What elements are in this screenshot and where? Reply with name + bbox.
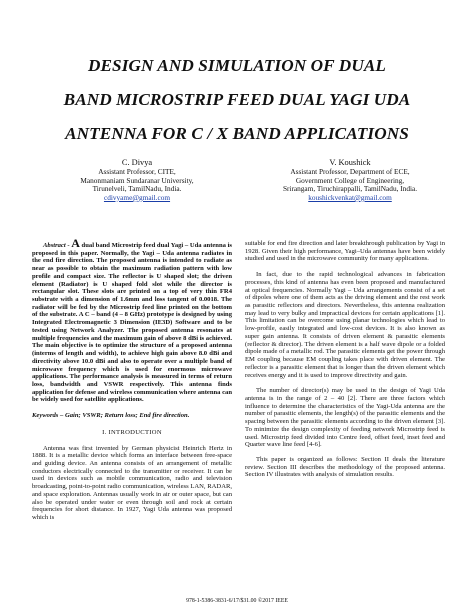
abstract-dash: - <box>65 242 72 249</box>
left-column <box>32 236 233 522</box>
introduction-paragraph: Antenna was first invented by German physicist Heinrich Hertz in 1888. It is a metallic device which forms an interface between free-space and guiding device. An antenna consists of an arrangement of metallic conductors electrically connected to the transmitter or receiver. It can be used in devices such as mobile communication, radio and television broadcasting, point-to-point radio communication, wireless LAN, RADAR, and space exploration. Antennas usually work in air or outer space, but can also be operated under water or even through soil and rock at certain frequencies for short distance. In 1927, Yagi Uda antenna was proposed which is <box>32 444 232 521</box>
copyright-footer: 978-1-5386-3831-6/17/$31.00 ©2017 IEEE <box>186 598 288 604</box>
abstract-body: dual band Microstrip feed dual Yagi – Uda antenna is proposed in this paper. Normally, the Yagi – Uda antenna radiates in the end fire direction. The proposed antenna is intended to radiate as near as possible to obtain the maximum radiation pattern with low profile and compact size. The reflector is U shaped slot; the driven element (Radiator) is U shaped fold slot while the director is rectangular slot. These slots are printed on a top of very thin FR4 substrate with a dimension of 1.6mm and loss tangent of 0.0018. The radiator will be fed by the Microstrip feed line printed on the bottom of the substrate. A C – band (4 – 8 GHz) prototype is designed by using Integrated Electromagnetic 3 Dimension (IE3D) Software and to be tested using Network Analyzer. The proposed antenna resonates at multiple frequencies and the maximum gain of above 8 dBi is achieved. The main objective is to optimize the structure of a proposed antenna (interms of length and width), to achieve high gain above 8.0 dBi and directivity above 10.0 dBi and also to operate over a multiple band of microwave frequency which is used for enormous microwave applications. The performance analysis is measured in terms of return loss, bandwidth and VSWR respectively. This antenna finds application for defense and wireless communication where antenna can be widely used for satellite applications. <box>32 242 233 404</box>
author-name: C. Divya <box>121 158 153 167</box>
abstract <box>32 236 233 404</box>
author-position: Assistant Professor, CITE, <box>98 167 176 176</box>
author-position: Assistant Professor, Department of ECE, <box>290 167 410 176</box>
abstract-dropcap: A <box>71 236 80 250</box>
section-heading-introduction: I. INTRODUCTION <box>102 428 162 436</box>
author-email-link[interactable]: koushickvenkat@gmail.com <box>308 192 392 202</box>
author-organization: Government College of Engineering, <box>295 175 405 185</box>
body-paragraph-4: This paper is organized as follows: Section II deals the literature review. Section III describes the methodology of the proposed antenna. Section IV illustrates with analysis of simulation results. <box>245 455 445 479</box>
paper-title-line-2: BAND MICROSTRIP FEED DUAL YAGI UDA <box>63 90 411 109</box>
paper-title-line-1: DESIGN AND SIMULATION OF DUAL <box>87 56 386 75</box>
author-email-link[interactable]: cdivyame@gmail.com <box>103 192 171 202</box>
author-block-1 <box>52 158 222 202</box>
body-paragraph-1: suitable for end fire direction and later breakthrough publication by Yagi in 1928. Given their high performance, Yagi–Uda antennas have been widely studied and used in the microwave community for many applications. <box>245 240 445 263</box>
author-name: V. Koushick <box>329 158 371 167</box>
author-location: Srirangam, Tiruchirappalli, TamilNadu, India. <box>282 184 418 194</box>
body-paragraph-3: The number of director(s) may be used in the design of Yagi Uda antenna is in the range of 2 – 40 [2]. There are three factors which influence to determine the characteristics of the Yagi-Uda antenna are the number of parasitic elements, the length(s) of the parasitic elements and the spacing between the parasitic elements according to the driven element [3]. To minimize the design complexity of feeding network Microstrip feed is used. Microstrip feed divided into Centre feed, offset feed, inset feed and Quarter wave line feed [4-6]. <box>245 387 445 449</box>
body-paragraph-2: In fact, due to the rapid technological advances in fabrication processes, this kind of antenna has even been proposed and manufactured at optical frequencies. Normally Yagi – Uda arrangements consist of a set of dipoles where one of them acts as the driving element and the rest work as parasitic reflectors and directors. Nevertheless, this antenna realization may lead to very bulky and impractical devices for certain applications [1]. This limitation can be overcome using planar technologies which lead to low-profile, easily integrated and low-cost devices. It is also known as super gain antenna. It consists of driven element & parasitic elements (reflector & director). The driven element is a half wave dipole or a folded dipole made of a metallic rod. The parasitic elements get the power through EM coupling because EM coupling takes place with driven element. The reflector is a parasitic element that is longer than the driven element which receives energy and it is used to improve directivity and gain. <box>245 271 445 379</box>
abstract-label: Abstract <box>43 242 66 249</box>
author-organization: Manonmaniam Sundaranar University, <box>80 175 194 185</box>
paper-title-line-3: ANTENNA FOR C / X BAND APPLICATIONS <box>65 124 409 143</box>
author-location: Tirunelveli, TamilNadu, India. <box>92 184 182 194</box>
author-block-2 <box>250 158 450 202</box>
right-column <box>245 240 445 479</box>
keywords: Keywords – Gain; VSWR; Return loss; End fire direction. <box>32 412 190 420</box>
